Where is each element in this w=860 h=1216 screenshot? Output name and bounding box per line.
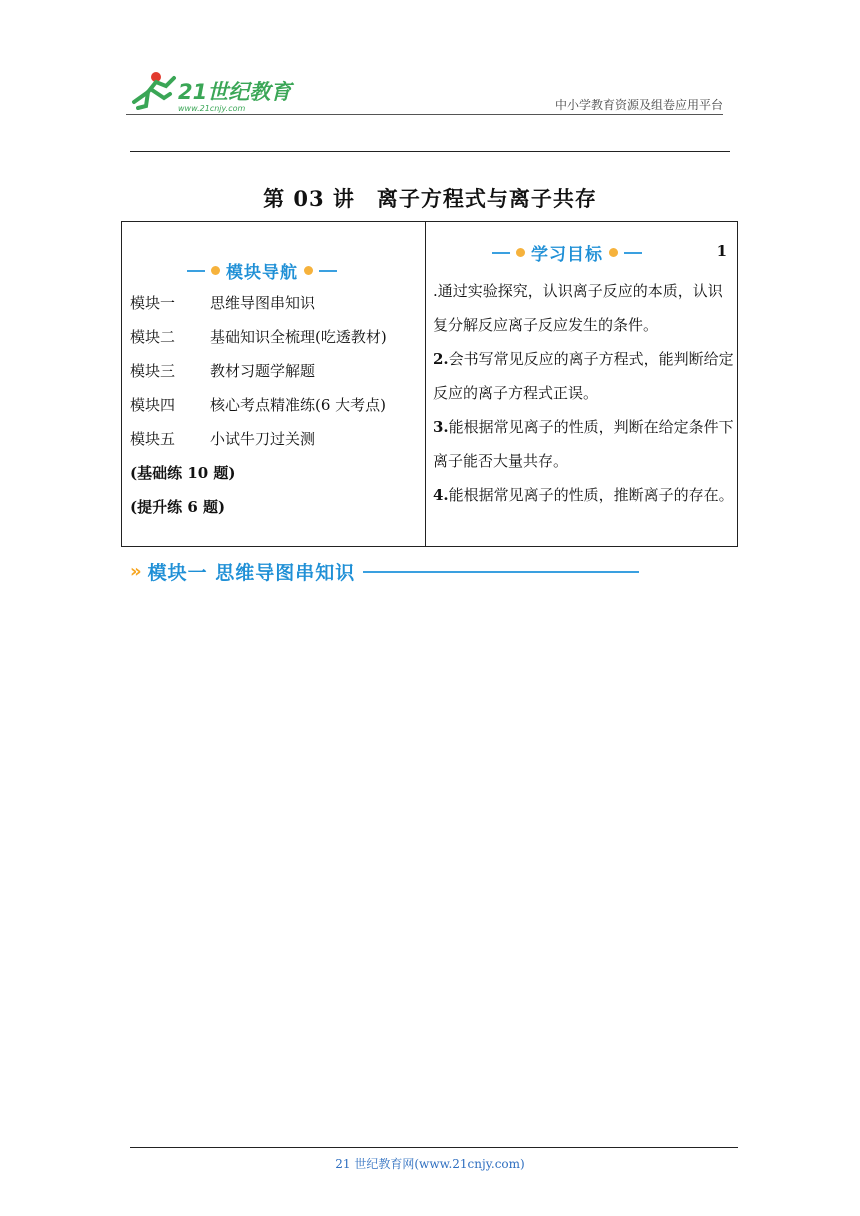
nav-badge-label: 模块导航 xyxy=(226,263,298,283)
logo xyxy=(126,68,296,114)
module-nav-list xyxy=(130,292,387,530)
dot-icon xyxy=(609,248,618,257)
goal-3: 3.能根据常见离子的性质，判断在给定条件下离子能否大量共存。 xyxy=(433,418,734,470)
overview-table xyxy=(121,221,738,547)
column-divider xyxy=(425,222,426,546)
dot-icon xyxy=(304,266,313,275)
basic-practice-note: (基础练 10 题) xyxy=(130,464,236,482)
goal-1: .通过实验探究，认识离子反应的本质，认识复分解反应离子反应发生的条件。 xyxy=(433,282,723,334)
list-item: 模块三 教材习题学解题 xyxy=(130,362,316,380)
list-item: 模块四 核心考点精准练(6 大考点) xyxy=(130,396,387,414)
heading-rule xyxy=(363,571,639,573)
list-item: 模块二 基础知识全梳理(吃透教材) xyxy=(130,328,387,346)
nav-badge xyxy=(187,258,337,283)
list-item: 模块五 小试牛刀过关测 xyxy=(130,430,316,448)
goal-2: 2.会书写常见反应的离子方程式，能判断给定反应的离子方程式正误。 xyxy=(433,350,734,402)
list-item: 模块一 思维导图串知识 xyxy=(130,294,316,312)
dot-icon xyxy=(211,266,220,275)
header-rule xyxy=(126,114,723,115)
page-title: 第 03 讲 离子方程式与离子共存 xyxy=(263,186,597,211)
dot-icon xyxy=(516,248,525,257)
learning-goals xyxy=(433,274,735,512)
header-tagline: 中小学教育资源及组卷应用平台 xyxy=(554,98,723,112)
footer-rule xyxy=(130,1147,738,1148)
goals-badge-label: 学习目标 xyxy=(531,245,603,265)
logo-text: 21世纪教育 xyxy=(178,80,292,104)
goal-4: 4.能根据常见离子的性质，推断离子的存在。 xyxy=(433,486,734,504)
advanced-practice-note: (提升练 6 题) xyxy=(130,498,226,516)
logo-url: www.21cnjy.com xyxy=(178,104,246,113)
header-rule-2 xyxy=(130,151,730,152)
goals-badge xyxy=(492,240,642,265)
module-1-heading xyxy=(130,558,639,585)
footer-text: 21 世纪教育网(www.21cnjy.com) xyxy=(335,1157,525,1171)
module-1-title: 模块一 思维导图串知识 xyxy=(147,562,356,584)
double-chevron-icon: » xyxy=(130,561,142,582)
goal-number: 1 xyxy=(716,242,727,260)
